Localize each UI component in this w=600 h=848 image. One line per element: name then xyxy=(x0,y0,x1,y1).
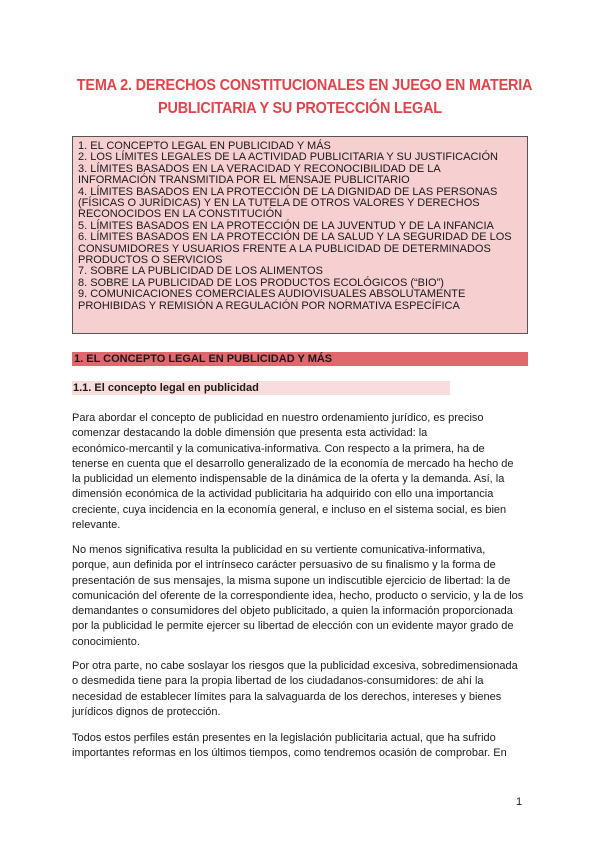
toc-line: INFORMACIÓN TRANSMITIDA POR EL MENSAJE PUBLICITARIO xyxy=(78,174,410,187)
paragraph-line: relevante. xyxy=(72,519,121,532)
toc-line: 6. LÍMITES BASADOS EN LA PROTECCIÓN DE LA SALUD Y LA SEGURIDAD DE LOS xyxy=(78,231,512,244)
toc-line: 5. LÍMITES BASADOS EN LA PROTECCIÓN DE LA JUVENTUD Y DE LA INFANCIA xyxy=(78,219,494,232)
paragraph-line: Para abordar el concepto de publicidad en nuestro ordenamiento jurídico, es preciso xyxy=(72,412,484,424)
toc-line: (FÍSICAS O JURÍDICAS) Y EN LA TUTELA DE OTROS VALORES Y DERECHOS xyxy=(78,197,480,210)
toc-line: 4. LÍMITES BASADOS EN LA PROTECCIÓN DE LA DIGNIDAD DE LAS PERSONAS xyxy=(78,185,498,198)
toc-line: 2. LOS LÍMITES LEGALES DE LA ACTIVIDAD PUBLICITARIA Y SU JUSTIFICACIÓN xyxy=(78,151,498,164)
paragraph-line: Todos estos perfiles están presentes en la legislación publicitaria actual, que ha sufrido xyxy=(72,732,496,744)
toc-line: CONSUMIDORES Y USUARIOS FRENTE A LA PUBLICIDAD DE DETERMINADOS xyxy=(78,242,491,255)
toc-line: 7. SOBRE LA PUBLICIDAD DE LOS ALIMENTOS xyxy=(78,265,323,278)
paragraph-line: tenerse en cuenta que el desarrollo generalizado de la economía de mercado ha hecho de xyxy=(72,457,514,470)
paragraph-3 xyxy=(72,659,532,720)
paragraph-line: importantes reformas en los últimos tiempos, como tendremos ocasión de comprobar. En xyxy=(72,747,507,760)
subsection-heading xyxy=(72,381,450,395)
subsection-heading-text: 1.1. El concepto legal en publicidad xyxy=(73,382,259,394)
table-of-contents xyxy=(72,136,528,334)
paragraph-line: creciente, cuya incidencia en la economía general, e incluso en el sistema social, es bien xyxy=(72,503,507,516)
paragraph-line: Por otra parte, no cabe soslayar los riesgos que la publicidad excesiva, sobredimensionada xyxy=(72,660,518,672)
paragraph-line: o desmedida tiene para la propia libertad de los ciudadanos-consumidores: de ahí la xyxy=(72,675,484,688)
paragraph-line: económico-mercantil y la comunicativa-informativa. Con respecto a la primera, ha de xyxy=(72,442,485,455)
page-title xyxy=(76,74,533,120)
paragraph-line: necesidad de establecer límites para la salvaguarda de los derechos, intereses y bienes xyxy=(72,690,502,703)
paragraph-1 xyxy=(72,411,532,533)
toc-line: 3. LÍMITES BASADOS EN LA VERACIDAD Y RECONOCIBILIDAD DE LA xyxy=(78,162,441,175)
paragraph-line: presentación de sus mensajes, la misma supone un indiscutible ejercicio de libertad: la de xyxy=(72,574,511,587)
toc-line: 8. SOBRE LA PUBLICIDAD DE LOS PRODUCTOS ECOLÓGICOS (“BIO”) xyxy=(78,276,444,289)
toc-line: PRODUCTOS O SERVICIOS xyxy=(78,254,223,267)
toc-line: 1. EL CONCEPTO LEGAL EN PUBLICIDAD Y MÁS xyxy=(78,140,331,152)
paragraph-line: comunicación del oferente de la correspondiente idea, hecho, producto o servicio, y la de los xyxy=(72,589,524,602)
paragraph-line: porque, aun definida por el intrínseco carácter persuasivo de su finalismo y la forma de xyxy=(72,559,496,572)
paragraph-line: conocimiento. xyxy=(72,635,140,648)
title-line: PUBLICITARIA Y SU PROTECCIÓN LEGAL xyxy=(158,100,442,117)
paragraph-line: No menos significativa resulta la publicidad en su vertiente comunicativa-informativa, xyxy=(72,544,486,556)
toc-line: PROHIBIDAS Y REMISIÓN A REGULACIÓN POR NORMATIVA ESPECÍFICA xyxy=(78,299,460,312)
paragraph-line: dimensión económica de la actividad publicitaria ha adquirido con ello una importancia xyxy=(72,488,494,501)
paragraph-line: jurídicos dignos de protección. xyxy=(72,705,221,718)
paragraph-2 xyxy=(72,543,532,650)
paragraph-line: por la publicidad le permite ejercer su libertad de elección con un evidente mayor grado de xyxy=(72,620,514,633)
paragraph-line: comenzar destacando la doble dimensión que presenta esta actividad: la xyxy=(72,427,428,440)
toc-line: 9. COMUNICACIONES COMERCIALES AUDIOVISUALES ABSOLUTAMENTE xyxy=(78,288,466,301)
paragraph-line: la publicidad un elemento indispensable de la dinámica de la oferta y la demanda. Así, la xyxy=(72,473,505,486)
title-line: TEMA 2. DERECHOS CONSTITUCIONALES EN JUEGO EN MATERIA xyxy=(76,77,533,94)
section-heading xyxy=(72,352,528,366)
paragraph-4 xyxy=(72,731,532,762)
page-number: 1 xyxy=(516,796,523,808)
paragraph-line: demandantes o consumidores del objeto publicitado, a quien la información proporcionada xyxy=(72,605,513,618)
section-heading-text: 1. EL CONCEPTO LEGAL EN PUBLICIDAD Y MÁS xyxy=(74,353,333,365)
toc-line: RECONOCIDOS EN LA CONSTITUCIÓN xyxy=(78,208,283,221)
